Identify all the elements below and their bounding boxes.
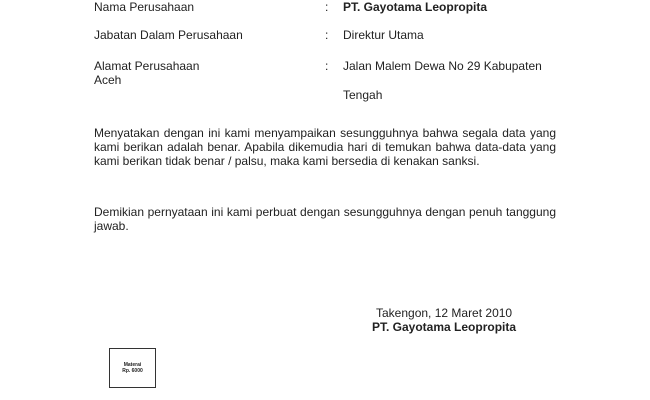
position-separator: : xyxy=(325,28,329,42)
company-name-label: Nama Perusahaan xyxy=(94,0,195,14)
place-date: Takengon, 12 Maret 2010 xyxy=(376,306,513,320)
address-label: Alamat Perusahaan xyxy=(94,59,200,73)
signature-company: PT. Gayotama Leopropita xyxy=(372,320,517,334)
address-value-continued: Tengah xyxy=(343,88,383,102)
address-value: Jalan Malem Dewa No 29 Kabupaten xyxy=(343,59,542,73)
stamp-label: Materai xyxy=(123,362,142,368)
statement-paragraph: Menyatakan dengan ini kami menyampaikan sesungguhnya bahwa segala data yang kami berikan adalah benar. Apabila dikemudia hari di temukan bahwa data-data yang kami berikan tidak benar / palsu, maka kami bersedia di kenakan sanksi. xyxy=(94,126,556,168)
position-label: Jabatan Dalam Perusahaan xyxy=(94,28,243,42)
closing-paragraph: Demikian pernyataan ini kami perbuat dengan sesungguhnya dengan penuh tanggung jawab. xyxy=(94,205,556,233)
company-name-separator: : xyxy=(325,0,329,14)
company-name-value: PT. Gayotama Leopropita xyxy=(343,0,488,14)
revenue-stamp-box xyxy=(109,348,156,388)
position-value: Direktur Utama xyxy=(343,28,424,42)
address-label-continued: Aceh xyxy=(94,73,122,87)
address-separator: : xyxy=(325,59,329,73)
stamp-amount: Rp. 6000 xyxy=(122,368,143,374)
